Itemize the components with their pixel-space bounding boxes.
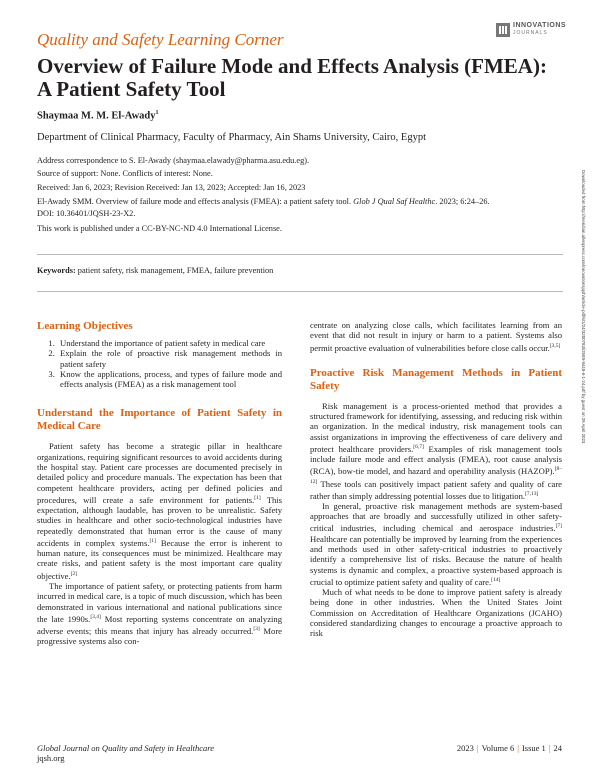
footer-separator: |	[548, 743, 551, 753]
footer-issue: Issue 1	[521, 743, 546, 753]
author-affil-marker: 1	[155, 110, 159, 116]
learning-objectives-heading: Learning Objectives	[37, 320, 133, 332]
divider-bottom	[37, 291, 563, 292]
citation-ref[interactable]: [1]	[149, 538, 156, 545]
paragraph-text: These tools can positively impact patient safety and quality of care rather than simply addressing potential losses due to litigation.	[310, 478, 562, 501]
paragraph-text: Healthcare can potentially be improved by learning from the experiences and methods used in other safety-critical industries to proactively identify a comprehensive list of risks. Because the nature of health systems is dynamic and complex, a proactive system-based approach is crucial to optimize patient safety and quality of care.	[310, 533, 562, 587]
paragraph-text: This expectation, although laudable, has proven to be unrealistic. Safety studies in healthcare and other socio-technological industries have repeatedly demonstrated that human error is the cause of many accidents in complex systems.	[37, 494, 282, 548]
paragraph	[37, 581, 282, 647]
page-number: 24	[553, 743, 562, 753]
publisher-name: INNOVATIONS	[513, 22, 567, 29]
paragraph	[310, 587, 562, 638]
list-item: 1. Understand the importance of patient safety in medical care	[57, 338, 282, 348]
right-column	[310, 320, 562, 638]
footer-volume: Volume 6	[481, 743, 515, 753]
citation-ref[interactable]: [8–12]	[310, 466, 562, 485]
paragraph-text: The importance of patient safety, or protecting patients from harm incurred in medical care, is a topic of much discussion, which has been demonstrated in various international and national publications since the late 1990s.	[37, 580, 282, 624]
paragraph-text: More progressive systems also con-	[37, 625, 282, 647]
list-item: 3. Know the applications, process, and types of failure mode and effects analysis (FMEA) as a risk management tool	[57, 369, 282, 390]
keywords-text: patient safety, risk management, FMEA, failure prevention	[77, 266, 274, 275]
footer-journal	[37, 743, 214, 763]
section-heading-proactive: Proactive Risk Management Methods in Patient Safety	[310, 366, 562, 392]
journal-site[interactable]: jqsh.org	[37, 753, 65, 763]
citation	[37, 197, 537, 207]
download-note-text: Downloaded from http://meridian.allenpress.com/innovationsjqsh/article-pdf/6/1/24/3200783/i2589-9449-6-1-24.pdf by guest on 28 April 2023	[581, 170, 586, 444]
citation-text: El-Awady SMM. Overview of failure mode and effects analysis (FMEA): a patient safety tool.	[37, 197, 354, 206]
citation-ref[interactable]: [7,13]	[525, 490, 539, 497]
left-column	[37, 320, 282, 646]
list-item: 2. Explain the role of proactive risk management methods in patient safety	[57, 348, 282, 369]
citation-ref[interactable]: [1]	[254, 494, 261, 501]
paragraph-continued	[310, 320, 562, 353]
keywords	[37, 266, 273, 275]
footer-year: 2023	[456, 743, 474, 753]
license: This work is published under a CC-BY-NC-ND 4.0 International License.	[37, 224, 282, 233]
section-heading-importance: Understand the Importance of Patient Safety in Medical Care	[37, 407, 282, 433]
citation-journal: Glob J Qual Saf Healthc	[353, 197, 436, 206]
author-name: Shaymaa M. M. El-Awady	[37, 110, 156, 122]
paragraph-text: Because the error is inherent to human nature, its consequences must be minimized. Healthcare may create risks, and patient safety is the most important care quality objective.	[37, 537, 282, 581]
citation-ref[interactable]: [3,5]	[549, 342, 561, 349]
paragraph-text: Most reporting systems concentrate on analyzing adverse events; this means that injury has already occurred.	[37, 613, 282, 636]
paragraph-text: centrate on analyzing close calls, which facilitates learning from an event that did not result in injury or harm to a patient. Systems also permit proactive evaluation of vulnerabilities before close calls occur.	[310, 320, 562, 353]
journal-name: Global Journal on Quality and Safety in Healthcare	[37, 743, 214, 753]
citation-ref[interactable]: [7]	[555, 523, 562, 530]
publisher-logo	[496, 22, 566, 40]
learning-objectives-list	[37, 338, 282, 389]
paragraph-text: Examples of risk management tools include failure mode and effect analysis (FMEA), root cause analysis (RCA), bow-tie model, and hazard and operability analysis (HAZOP).	[310, 443, 562, 477]
keywords-label: Keywords:	[37, 266, 76, 275]
footer-issue-info	[457, 743, 562, 753]
paragraph	[310, 501, 562, 587]
footer-separator: |	[517, 743, 519, 753]
footer-separator: |	[476, 743, 479, 753]
correspondence: Address correspondence to S. El-Awady (shaymaa.elawady@pharma.asu.edu.eg).	[37, 156, 310, 165]
source-of-support: Source of support: None. Conflicts of interest: None.	[37, 169, 213, 178]
article-title: Overview of Failure Mode and Effects Analysis (FMEA): A Patient Safety Tool	[37, 54, 547, 101]
citation-ref[interactable]: [6,7]	[413, 443, 424, 450]
paragraph-text: Risk management is a process-oriented method that provides a structured framework for identifying, assessing, and reducing risk within an organization. In the medical industry, risk management tools can assist organizations in improving the effectiveness of care delivery and protect healthcare providers.	[310, 400, 562, 454]
dates: Received: Jan 6, 2023; Revision Received: Jan 13, 2023; Accepted: Jan 16, 2023	[37, 183, 306, 192]
affiliation: Department of Clinical Pharmacy, Faculty of Pharmacy, Ain Shams University, Cairo, Egypt	[37, 132, 427, 143]
citation-ref[interactable]: [2]	[70, 570, 78, 577]
doi[interactable]: DOI: 10.36401/JQSH-23-X2.	[37, 209, 136, 218]
innovations-logo-icon	[496, 23, 510, 37]
paragraph	[37, 441, 282, 580]
download-note	[581, 170, 596, 750]
section-label: Quality and Safety Learning Corner	[37, 30, 284, 49]
citation-ref[interactable]: [14]	[491, 576, 501, 583]
paragraph-text: Much of what needs to be done to improve patient safety is already being done in other industries. When the United States Joint Commission on Accreditation of Healthcare Organizations (JCAHO) considered standardizing changes to encourage a proactive approach to risk	[310, 586, 562, 639]
paragraph-text: In general, proactive risk management methods are system-based approaches that are broadly and successfully utilized in other safety-critical industries, including chemical and aerospace industries.	[310, 500, 562, 534]
author-line	[37, 110, 159, 122]
divider-top	[37, 254, 563, 255]
citation-ref[interactable]: [3,4]	[90, 613, 101, 620]
paragraph-text: Patient safety has become a strategic pillar in healthcare organizations, requiring significant resources to avoid accidents during the hospital stay. Patient care processes are documented precisely in detailed policy and procedure manuals. The expectation has been that competent healthcare providers, acting per defined policies and procedures, will create a safe environment for patients.	[37, 441, 282, 505]
citation-volume: . 2023; 6:24–26.	[435, 197, 490, 206]
citation-ref[interactable]: [3]	[253, 625, 260, 632]
paragraph	[310, 401, 562, 501]
publisher-sub: JOURNALS	[513, 30, 548, 36]
